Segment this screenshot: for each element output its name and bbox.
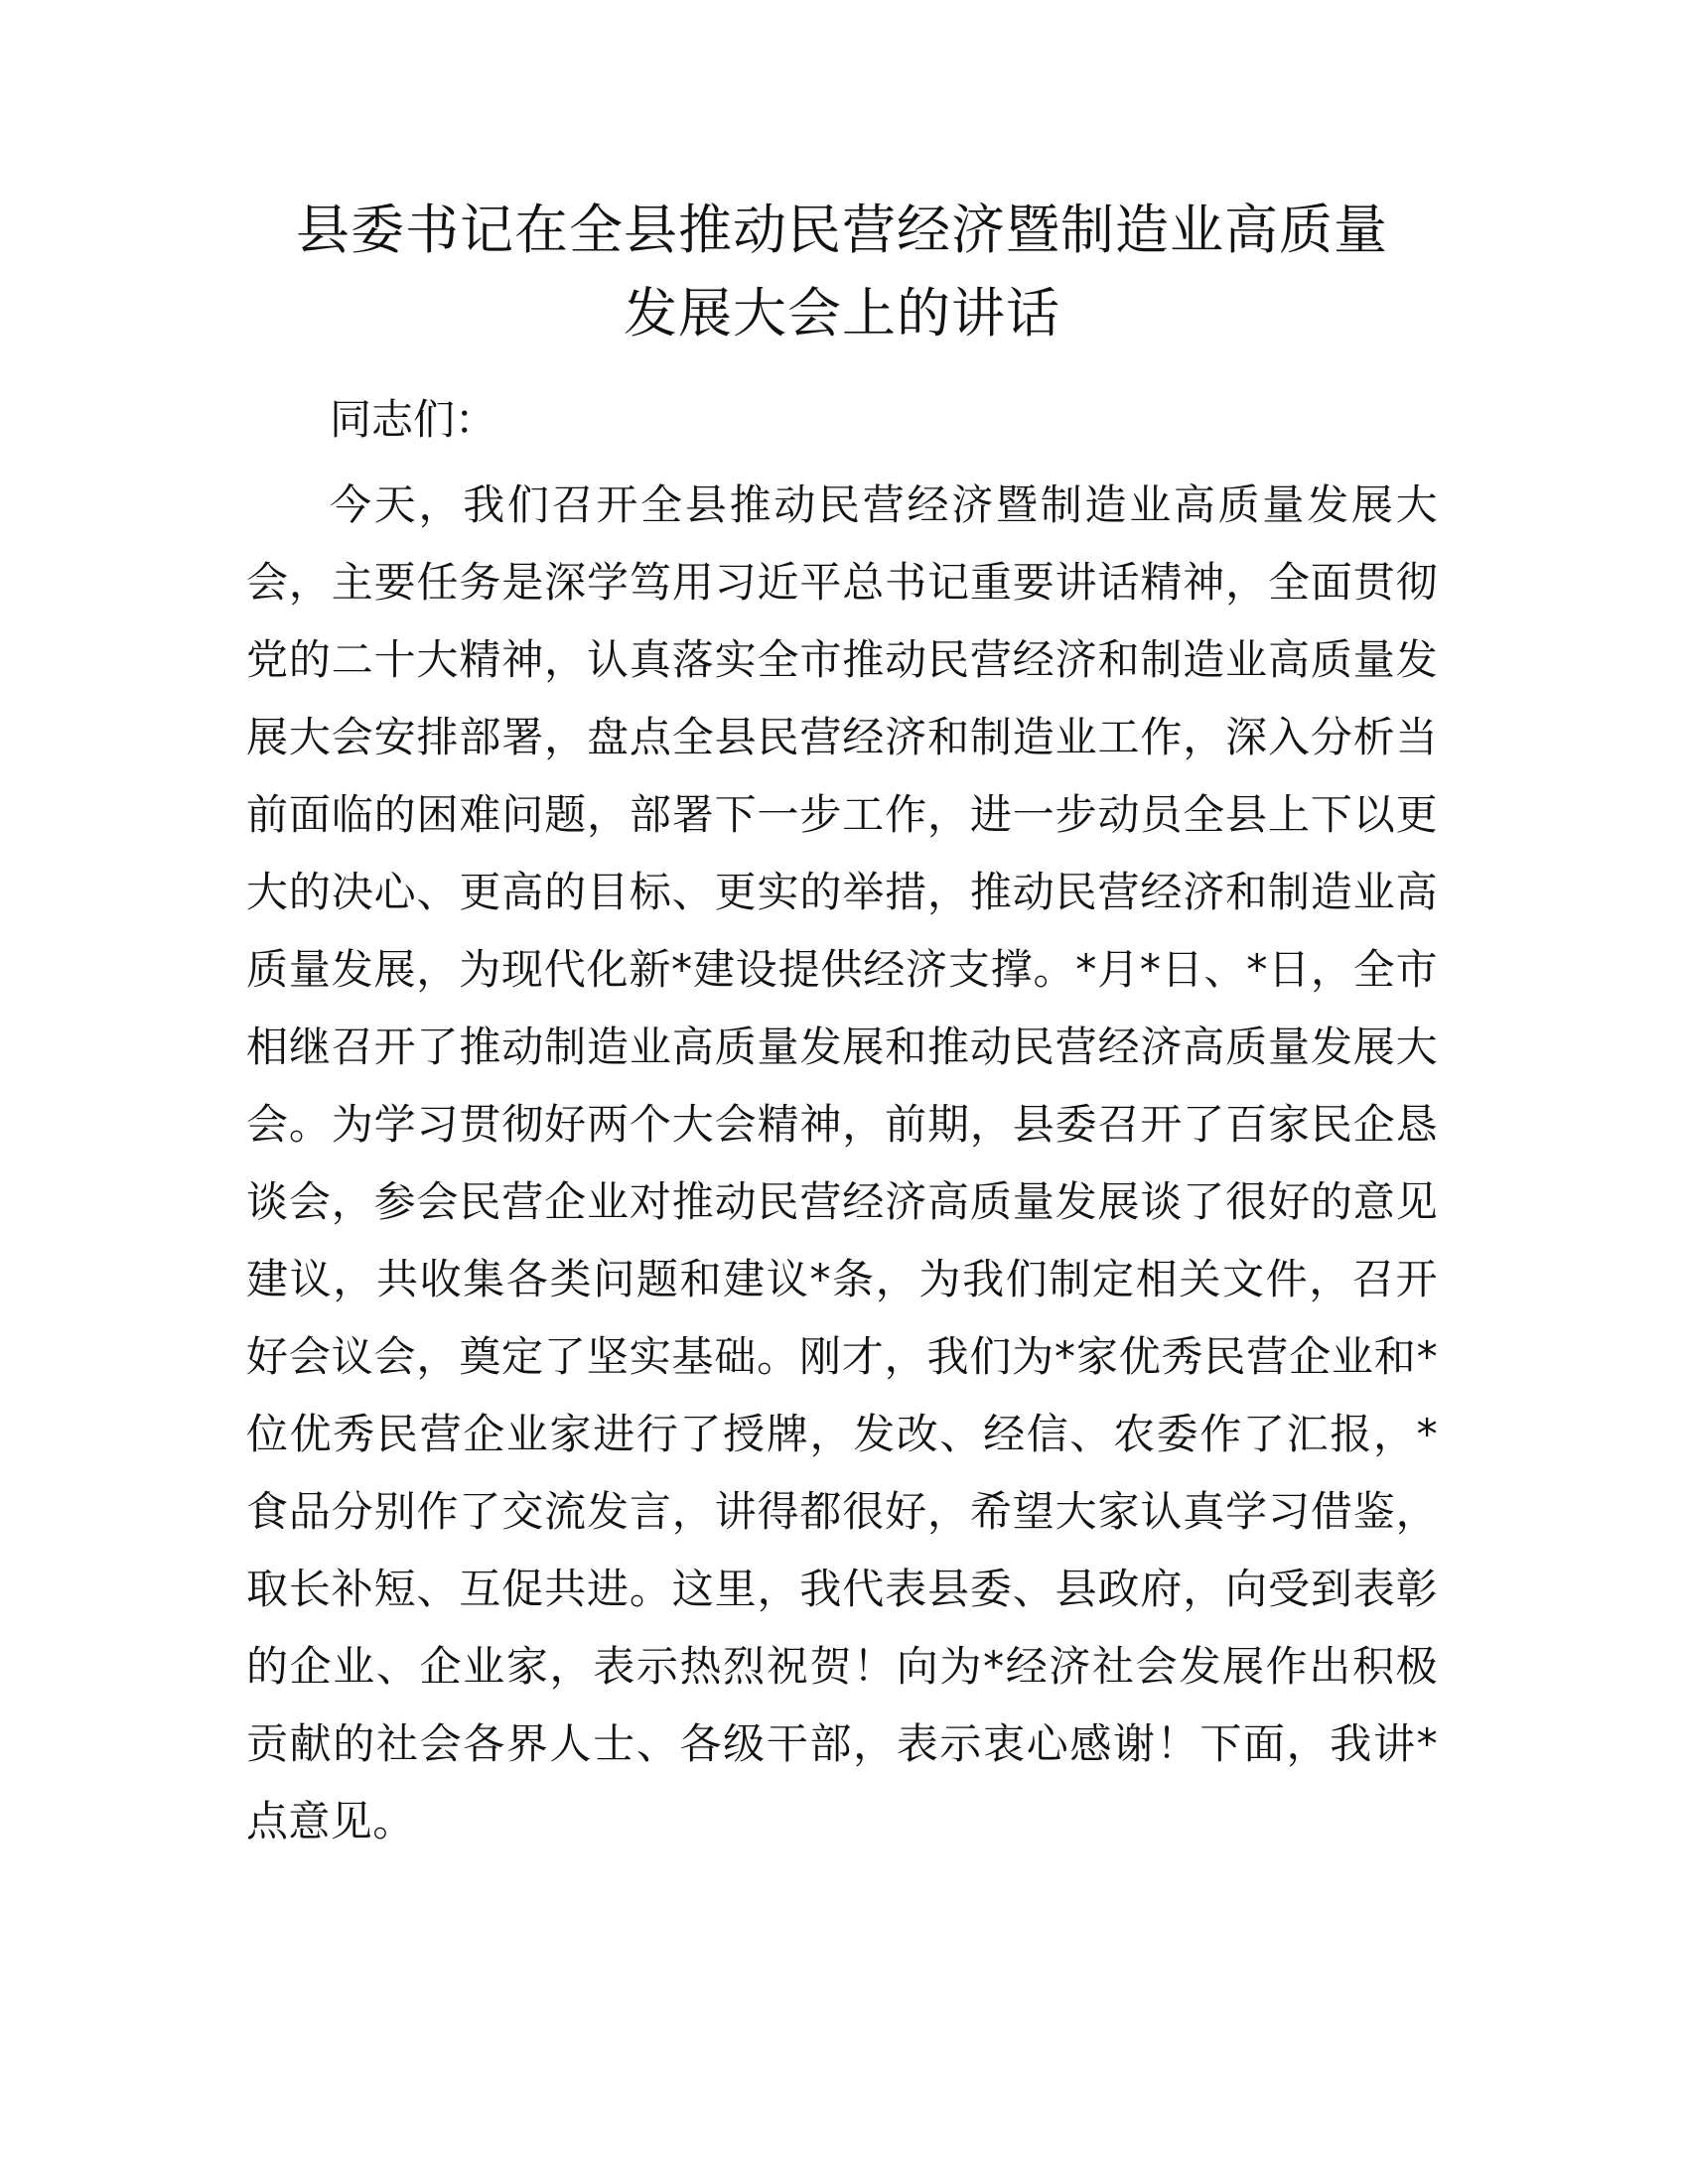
document-title-line-1: 县委书记在全县推动民营经济暨制造业高质量 [296, 199, 1388, 261]
body-paragraph: 今天，我们召开全县推动民营经济暨制造业高质量发展大会，主要任务是深学笃用习近平总书记重要讲话精神，全面贯彻党的二十大精神，认真落实全市推动民营经济和制造业高质量发展大会安排部署，盘点全县民营经济和制造业工作，深入分析当前面临的困难问题，部署下一步工作，进一步动员全县上下以更大的决心、更高的目标、更实的举措，推动民营经济和制造业高质量发展，为现代化新*建设提供经济支撑。*月*日、*日，全市相继召开了推动制造业高质量发展和推动民营经济高质量发展大会。为学习贯彻好两个大会精神，前期，县委召开了百家民企恳谈会，参会民营企业对推动民营经济高质量发展谈了很好的意见建议，共收集各类问题和建议*条，为我们制定相关文件，召开好会议会，奠定了坚实基础。刚才，我们为*家优秀民营企业和*位优秀民营企业家进行了授牌，发改、经信、农委作了汇报，*食品分别作了交流发言，讲得都很好，希望大家认真学习借鉴，取长补短、互促共进。这里，我代表县委、县政府，向受到表彰的企业、企业家，表示热烈祝贺！向为*经济社会发展作出积极贡献的社会各界人士、各级干部，表示衷心感谢！下面，我讲*点意见。 [246, 480, 1438, 1845]
document-page [246, 189, 1438, 1860]
document-title-line-2: 发展大会上的讲话 [624, 282, 1060, 344]
document-title [246, 189, 1438, 355]
salutation: 同志们： [330, 395, 497, 444]
